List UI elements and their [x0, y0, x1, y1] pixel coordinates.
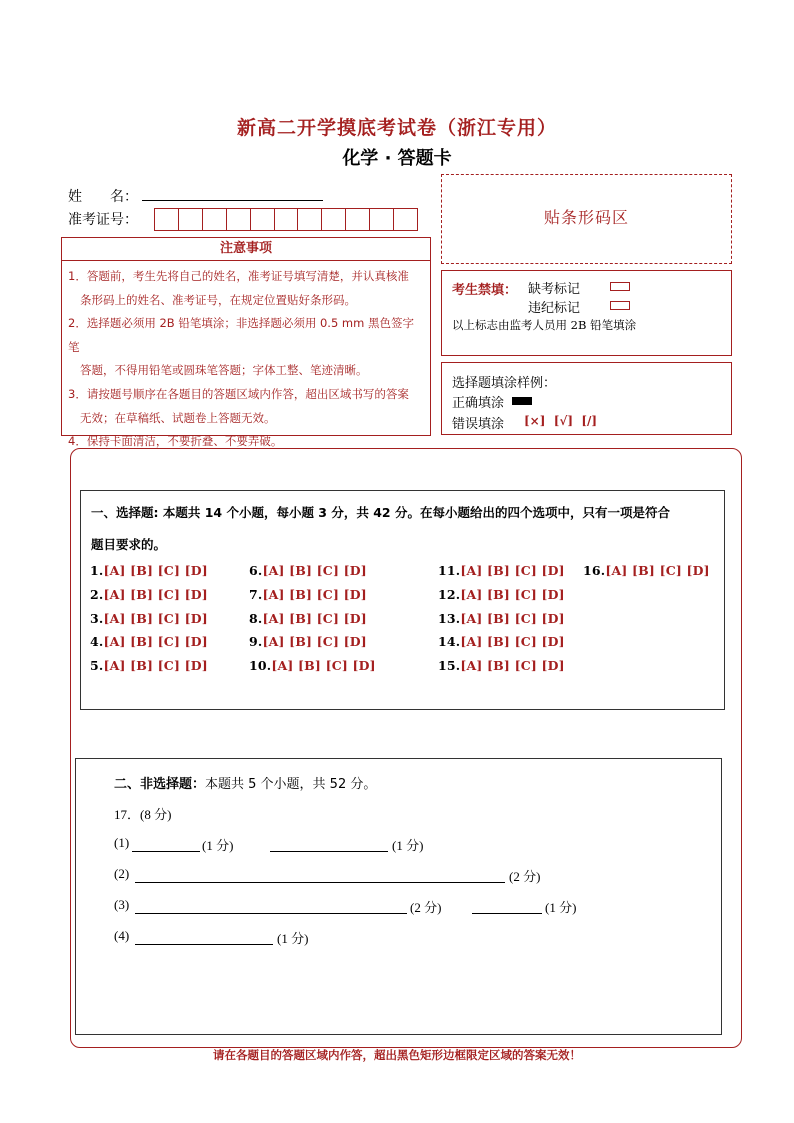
id-cell[interactable] — [155, 209, 179, 230]
score-label: (1 分) — [545, 900, 577, 915]
fill-sample-box — [441, 362, 732, 435]
mc-question[interactable]: 14.[A] [B] [C] [D] — [438, 634, 565, 649]
q17-label: 17．(8 分) — [114, 807, 172, 822]
answer-blank[interactable] — [270, 851, 388, 852]
id-cell[interactable] — [227, 209, 251, 230]
barcode-area: 贴条形码区 — [441, 174, 732, 264]
violation-checkbox[interactable] — [610, 301, 630, 310]
answer-blank[interactable] — [135, 882, 505, 883]
notice-line: 答题，不得用铅笔或圆珠笔答题；字体工整、笔迹清晰。 — [80, 363, 368, 378]
mc-question[interactable]: 15.[A] [B] [C] [D] — [438, 658, 565, 673]
id-grid[interactable] — [154, 208, 418, 231]
mc-question[interactable]: 1.[A] [B] [C] [D] — [90, 563, 208, 578]
mc-question[interactable]: 3.[A] [B] [C] [D] — [90, 611, 208, 626]
q17-3-label: (3) — [114, 897, 130, 912]
fr-heading: 二、非选择题：本题共 5 个小题，共 52 分。 — [114, 777, 377, 792]
notice-line: 无效；在草稿纸、试题卷上答题无效。 — [80, 410, 276, 425]
mc-question[interactable]: 11.[A] [B] [C] [D] — [438, 563, 565, 578]
id-cell[interactable] — [370, 209, 394, 230]
mc-question[interactable]: 2.[A] [B] [C] [D] — [90, 587, 208, 602]
absent-checkbox[interactable] — [610, 282, 630, 291]
score-label: (1 分) — [202, 838, 234, 853]
forbid-box — [441, 270, 732, 356]
mc-question[interactable]: 13.[A] [B] [C] [D] — [438, 611, 565, 626]
forbid-label: 考生禁填： — [452, 283, 518, 298]
absent-label: 缺考标记 — [528, 282, 581, 297]
notice-line: 1．答题前，考生先将自己的姓名，准考证号填写清楚，并认真核准 — [68, 269, 409, 283]
multiple-choice-section — [80, 490, 725, 710]
score-label: (1 分) — [277, 931, 309, 946]
id-cell[interactable] — [203, 209, 227, 230]
mc-question[interactable]: 6.[A] [B] [C] [D] — [249, 563, 367, 578]
sample-title: 选择题填涂样例： — [452, 376, 557, 391]
notice-body — [61, 261, 431, 449]
correct-label: 正确填涂 — [452, 396, 505, 411]
id-label: 准考证号： — [68, 212, 138, 228]
mc-question[interactable]: 10.[A] [B] [C] [D] — [249, 658, 376, 673]
id-cell[interactable] — [275, 209, 299, 230]
id-cell[interactable] — [298, 209, 322, 230]
notice-line: 条形码上的姓名、准考证号，在规定位置贴好条形码。 — [80, 292, 356, 307]
id-cell[interactable] — [179, 209, 203, 230]
score-label: (1 分) — [392, 838, 424, 853]
name-field[interactable] — [142, 200, 323, 201]
answer-blank[interactable] — [135, 944, 273, 945]
mc-question[interactable]: 16.[A] [B] [C] [D] — [583, 563, 710, 578]
q17-2-label: (2) — [114, 866, 130, 881]
violation-label: 违纪标记 — [528, 301, 581, 316]
notice-line: 2．选择题必须用 2B 铅笔填涂；非选择题必须用 0.5 mm 黑色签字笔 — [68, 316, 414, 354]
mc-question[interactable]: 7.[A] [B] [C] [D] — [249, 587, 367, 602]
mc-question[interactable]: 5.[A] [B] [C] [D] — [90, 658, 208, 673]
mc-instructions-2: 题目要求的。 — [91, 537, 167, 552]
page-title: 新高二开学摸底考试卷（浙江专用） — [236, 117, 557, 139]
free-response-section — [75, 758, 722, 1035]
notice-line: 4．保持卡面清洁，不要折叠、不要弄破。 — [68, 434, 283, 449]
mc-question[interactable]: 8.[A] [B] [C] [D] — [249, 611, 367, 626]
notice-heading: 注意事项 — [61, 237, 431, 261]
mc-instructions-1: 一、选择题: 本题共 14 个小题，每小题 3 分，共 42 分。在每小题给出的四个选项中，只有一项是符合 — [91, 505, 670, 520]
name-label: 姓 名： — [68, 189, 138, 205]
forbid-note: 以上标志由监考人员用 2B 铅笔填涂 — [452, 318, 637, 332]
wrong-marks: [×] [√] [/] — [524, 414, 598, 428]
q17-1-label: (1) — [114, 835, 130, 850]
mc-question[interactable]: 9.[A] [B] [C] [D] — [249, 634, 367, 649]
id-cell[interactable] — [346, 209, 370, 230]
mc-question[interactable]: 12.[A] [B] [C] [D] — [438, 587, 565, 602]
notice-line: 3．请按题号顺序在各题目的答题区域内作答，超出区域书写的答案 — [68, 386, 409, 401]
wrong-label: 错误填涂 — [452, 417, 505, 432]
q17-4-label: (4) — [114, 928, 130, 943]
answer-blank[interactable] — [472, 913, 542, 914]
answer-blank[interactable] — [132, 851, 200, 852]
id-cell[interactable] — [394, 209, 417, 230]
score-label: (2 分) — [410, 900, 442, 915]
score-label: (2 分) — [509, 869, 541, 884]
id-cell[interactable] — [251, 209, 275, 230]
answer-blank[interactable] — [135, 913, 407, 914]
footer-warning: 请在各题目的答题区域内作答，超出黑色矩形边框限定区域的答案无效！ — [213, 1048, 581, 1062]
mc-question[interactable]: 4.[A] [B] [C] [D] — [90, 634, 208, 649]
page-subtitle: 化学 · 答题卡 — [342, 148, 452, 169]
id-cell[interactable] — [322, 209, 346, 230]
filled-mark — [512, 397, 532, 405]
